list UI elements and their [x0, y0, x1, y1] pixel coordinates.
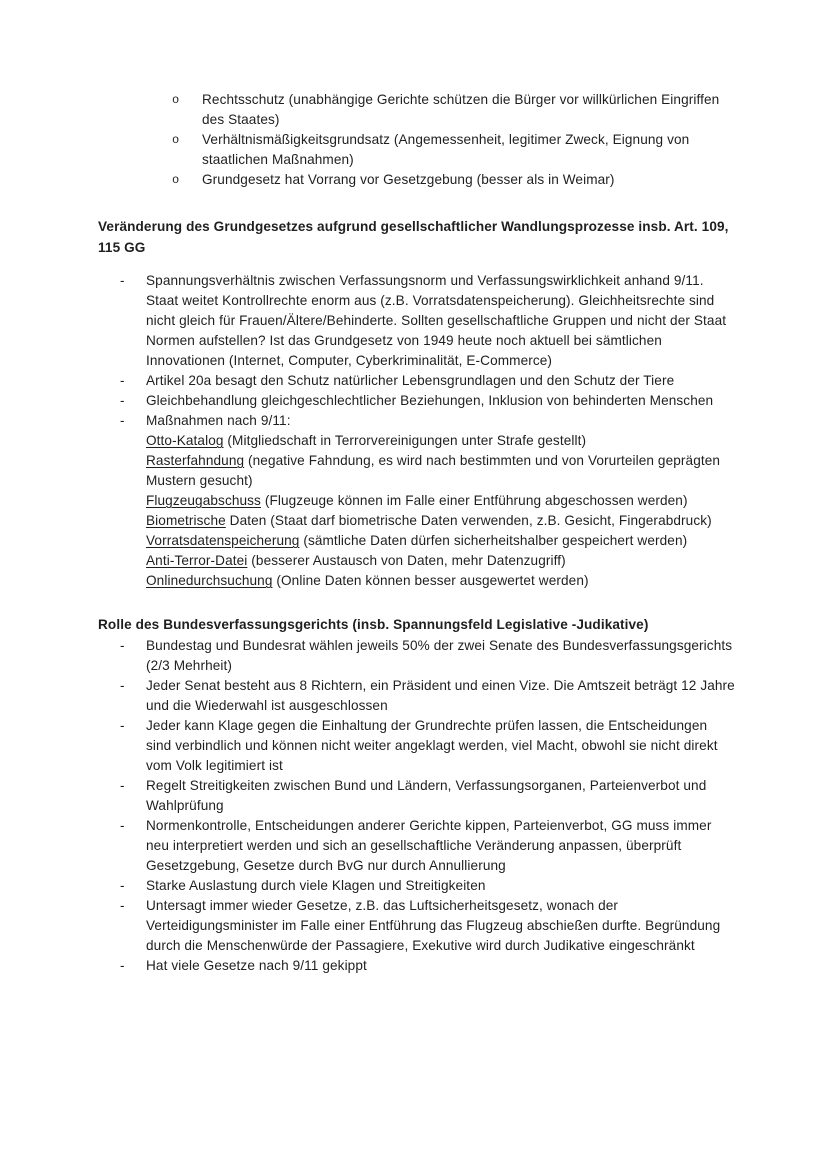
measure-description: (negative Fahndung, es wird nach bestimmten und von Vorurteilen geprägten Mustern gesucht): [146, 453, 721, 488]
list-item-text: Starke Auslastung durch viele Klagen und Streitigkeiten: [146, 878, 486, 893]
list-item: [120, 636, 736, 676]
measure-line: [146, 491, 736, 511]
dash-bullet-marker: -: [120, 958, 125, 973]
measure-term: Rasterfahndung: [146, 453, 245, 468]
measure-line: [146, 511, 736, 531]
circle-bullet-marker: o: [172, 133, 180, 147]
list-item: [120, 816, 736, 876]
measure-description: (besserer Austausch von Daten, mehr Datenzugriff): [247, 553, 566, 568]
measure-term: Biometrische: [146, 513, 226, 528]
measure-description: Daten (Staat darf biometrische Daten verwenden, z.B. Gesicht, Fingerabdruck): [225, 513, 712, 528]
list-item: [120, 676, 736, 716]
bundesverfassungsgericht-list: [120, 636, 736, 976]
list-item: [120, 896, 736, 956]
measure-term: Vorratsdatenspeicherung: [146, 533, 300, 548]
dash-bullet-marker: -: [120, 778, 125, 793]
section-heading-bundesverfassungsgericht: Rolle des Bundesverfassungsgerichts (insb. Spannungsfeld Legislative -Judikative): [98, 617, 649, 632]
dash-bullet-marker: -: [120, 878, 125, 893]
list-item-text: Spannungsverhältnis zwischen Verfassungsnorm und Verfassungswirklichkeit anhand 9/11. Staat weitet Kontrollrechte enorm aus (z.B. Vorratsdatenspeicherung). Gleichheitsrechte sind nicht gleich für Frauen/Ältere/Behinderte. Sollten gesellschaftliche Gruppen und nicht der Staat Normen aufstellen? Ist das Grundgesetz von 1949 heute noch aktuell bei sämtlichen Innovationen (Internet, Computer, Cyberkriminalität, E-Commerce): [146, 273, 727, 368]
list-item: [172, 130, 736, 170]
measure-term: Flugzeugabschuss: [146, 493, 261, 508]
list-item-text: Hat viele Gesetze nach 9/11 gekippt: [146, 958, 367, 973]
list-item: [120, 391, 736, 411]
measure-line: [146, 531, 736, 551]
list-item: [120, 956, 736, 976]
list-item-text: Gleichbehandlung gleichgeschlechtlicher Beziehungen, Inklusion von behinderten Menschen: [146, 393, 714, 408]
measure-term: Onlinedurchsuchung: [146, 573, 273, 588]
list-item-text: Jeder kann Klage gegen die Einhaltung der Grundrechte prüfen lassen, die Entscheidungen sind verbindlich und können nicht weiter angeklagt werden, viel Macht, obwohl sie nicht direkt vom Volk legitimiert ist: [146, 718, 718, 773]
measure-line: [146, 551, 736, 571]
measure-line: [146, 451, 736, 491]
measure-line: [146, 431, 736, 451]
dash-bullet-marker: -: [120, 273, 125, 288]
list-item: [120, 716, 736, 776]
list-item: [172, 90, 736, 130]
list-item-text: Untersagt immer wieder Gesetze, z.B. das Luftsicherheitsgesetz, wonach der Verteidigungsminister im Falle einer Entführung das Flugzeug abschießen durfte. Begründung durch die Menschenwürde der Passagiere, Exekutive wird durch Judikative eingeschränkt: [146, 898, 721, 953]
measure-term: Anti-Terror-Datei: [146, 553, 248, 568]
dash-bullet-marker: -: [120, 638, 125, 653]
list-item-text: Bundestag und Bundesrat wählen jeweils 50% der zwei Senate des Bundesverfassungsgerichts (2/3 Mehrheit): [146, 638, 733, 673]
section-heading-grundgesetz-wandel: Veränderung des Grundgesetzes aufgrund gesellschaftlicher Wandlungsprozesse insb. Art. 109, 115 GG: [98, 219, 729, 255]
list-item: [120, 371, 736, 391]
circle-bullet-marker: o: [172, 173, 180, 187]
list-item-text: Artikel 20a besagt den Schutz natürlicher Lebensgrundlagen und den Schutz der Tiere: [146, 373, 675, 388]
intro-bullet-list: [172, 90, 736, 190]
list-item-text: Regelt Streitigkeiten zwischen Bund und Ländern, Verfassungsorganen, Parteienverbot und Wahlprüfung: [146, 778, 707, 813]
measure-line: [146, 571, 736, 591]
list-item-text: Normenkontrolle, Entscheidungen anderer Gerichte kippen, Parteienverbot, GG muss immer neu interpretiert werden und sich an gesellschaftliche Veränderung anpassen, überprüft Gesetzgebung, Gesetze durch BvG nur durch Annullierung: [146, 818, 712, 873]
measure-description: (Online Daten können besser ausgewertet werden): [272, 573, 589, 588]
measures-block: [146, 411, 736, 591]
grundgesetz-wandel-list: [120, 271, 736, 591]
dash-bullet-marker: -: [120, 898, 125, 913]
list-item: [120, 271, 736, 371]
list-item-text: Jeder Senat besteht aus 8 Richtern, ein Präsident und einen Vize. Die Amtszeit beträgt 12 Jahre und die Wiederwahl ist ausgeschlossen: [146, 678, 735, 713]
document-body: [98, 90, 736, 976]
measure-description: (Mitgliedschaft in Terrorvereinigungen unter Strafe gestellt): [223, 433, 587, 448]
dash-bullet-marker: -: [120, 413, 125, 428]
list-item-text: Grundgesetz hat Vorrang vor Gesetzgebung (besser als in Weimar): [202, 172, 615, 187]
measure-term: Otto-Katalog: [146, 433, 224, 448]
list-item: [120, 876, 736, 896]
circle-bullet-marker: o: [172, 93, 180, 107]
list-item: [172, 170, 736, 190]
list-item-text: Verhältnismäßigkeitsgrundsatz (Angemessenheit, legitimer Zweck, Eignung von staatlichen Maßnahmen): [202, 132, 690, 167]
list-item-text: Rechtsschutz (unabhängige Gerichte schützen die Bürger vor willkürlichen Eingriffen des Staates): [202, 92, 720, 127]
list-item: [120, 776, 736, 816]
measure-description: (sämtliche Daten dürfen sicherheitshalber gespeichert werden): [299, 533, 688, 548]
dash-bullet-marker: -: [120, 818, 125, 833]
dash-bullet-marker: -: [120, 373, 125, 388]
measure-description: (Flugzeuge können im Falle einer Entführung abgeschossen werden): [260, 493, 688, 508]
dash-bullet-marker: -: [120, 393, 125, 408]
measures-intro-text: Maßnahmen nach 9/11:: [146, 413, 291, 428]
list-item-measures: [120, 411, 736, 591]
dash-bullet-marker: -: [120, 678, 125, 693]
dash-bullet-marker: -: [120, 718, 125, 733]
